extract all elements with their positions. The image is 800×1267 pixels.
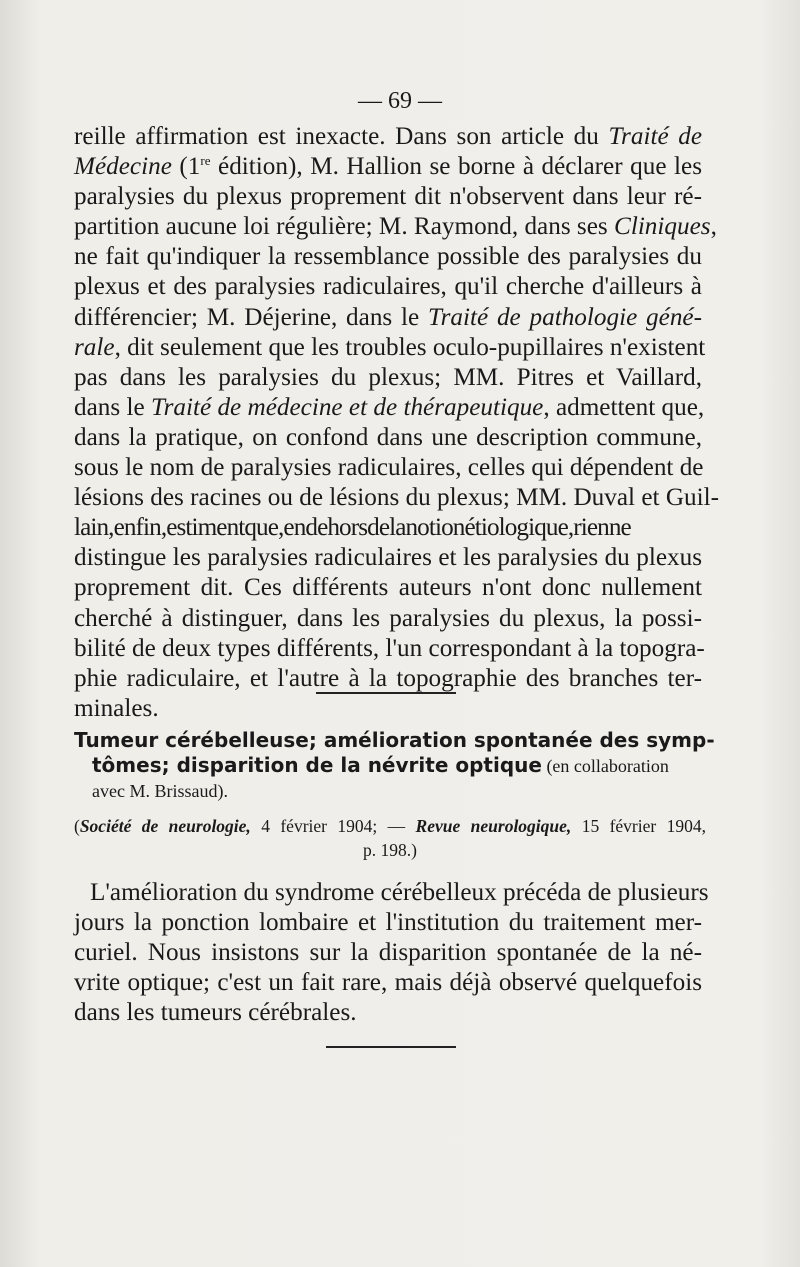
text-line: jours la ponction lombaire et l'institution du traitement mer- (74, 909, 702, 937)
citation-line: p. 198.) (363, 840, 417, 860)
text-line: paralysies du plexus proprement dit n'observent dans leur ré- (74, 183, 702, 211)
text-line: distingue les paralysies radiculaires et les paralysies du plexus (74, 544, 702, 572)
text-line: bilité de deux types différents, l'un correspondant à la topogra- (74, 634, 705, 662)
text-line: reille affirmation est inexacte. Dans son article du Traité de (74, 123, 702, 150)
text-line: minales. (74, 694, 159, 722)
heading-line: Tumeur cérébelleuse; amélioration spontanée des symp- (74, 728, 715, 752)
citation-line: (Société de neurologie, 4 février 1904; — Revue neurologique, 15 février 1904, (74, 816, 706, 836)
text-line: Médecine (1re édition), M. Hallion se borne à déclarer que les (74, 153, 703, 181)
text-line: lain,enfin,estimentque,endehorsdelanotionétiologique,rienne (74, 514, 631, 542)
paragraph-2 (74, 878, 709, 1028)
text-line: vrite optique; c'est un fait rare, mais déjà observé quelquefois (74, 969, 702, 997)
text-line: sous le nom de paralysies radiculaires, celles qui dépendent de (74, 454, 704, 482)
text-line: dans les tumeurs cérébrales. (74, 999, 357, 1027)
source-citation (74, 814, 706, 862)
text-line: lésions des racines ou de lésions du plexus; MM. Duval et Guil- (74, 484, 719, 512)
text-line: curiel. Nous insistons sur la disparition spontanée de la né- (74, 939, 702, 967)
text-line: L'amélioration du syndrome cérébelleux précéda de plusieurs (90, 879, 709, 906)
heading-line: avec M. Brissaud). (92, 781, 228, 801)
section-divider (316, 692, 456, 694)
text-line: dans la pratique, on confond dans une description commune, (74, 423, 702, 451)
page-number: — 69 — (358, 88, 442, 114)
text-line: rale, dit seulement que les troubles oculo-pupillaires n'existent (74, 333, 706, 361)
text-line: phie radiculaire, et l'autre à la topographie des branches ter- (74, 664, 702, 692)
text-line: ne fait qu'indiquer la ressemblance possible des paralysies du (74, 243, 702, 271)
text-line: partition aucune loi régulière; M. Raymond, dans ses Cliniques, (74, 213, 717, 241)
text-line: différencier; M. Déjerine, dans le Traité de pathologie géné- (74, 303, 702, 331)
paragraph-1 (74, 122, 719, 724)
text-line: dans le Traité de médecine et de thérapeutique, admettent que, (74, 393, 705, 421)
text-line: proprement dit. Ces différents auteurs n'ont donc nullement (74, 574, 702, 602)
section-heading (74, 728, 715, 804)
heading-line: tômes; disparition de la névrite optique (en collaboration (92, 753, 669, 777)
text-line: plexus et des paralysies radiculaires, qu'il cherche d'ailleurs à (74, 273, 702, 301)
text-line: cherché à distinguer, dans les paralysies du plexus, la possi- (74, 604, 702, 632)
section-divider (326, 1046, 456, 1048)
text-line: pas dans les paralysies du plexus; MM. Pitres et Vaillard, (74, 363, 702, 391)
